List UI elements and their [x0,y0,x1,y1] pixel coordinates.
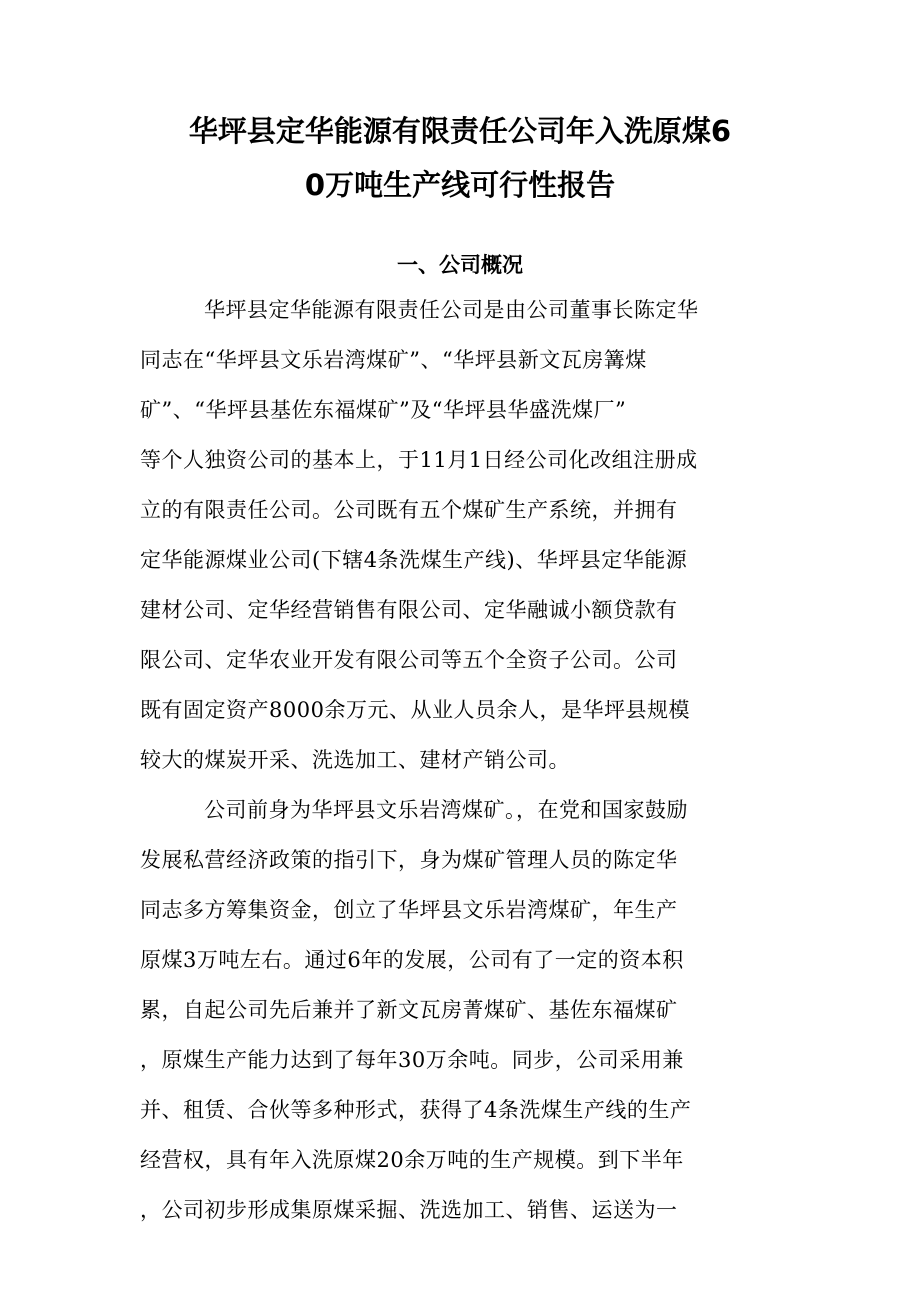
paragraph-line: 发展私营经济政策的指引下，身为煤矿管理人员的陈定华 [140,848,678,872]
paragraph-line: 较大的煤炭开采、洗选加工、建材产销公司。 [140,748,570,772]
paragraph-line: 立的有限责任公司。公司既有五个煤矿生产系统，并拥有 [140,498,678,522]
paragraph-line: 等个人独资公司的基本上，于11月1日经公司化改组注册成 [140,448,698,472]
paragraph-line: 经营权，具有年入洗原煤20余万吨的生产规模。到下半年 [140,1148,684,1172]
paragraph-line: 定华能源煤业公司(下辖4条洗煤生产线)、华坪县定华能源 [140,548,688,572]
paragraph-line: 同志在“华坪县文乐岩湾煤矿”、“华坪县新文瓦房篝煤 [140,348,647,372]
document-title-line-2: 0万吨生产线可行性报告 [304,168,616,202]
paragraph-line: 同志多方筹集资金，创立了华坪县文乐岩湾煤矿，年生产 [140,898,678,922]
paragraph-line: ，公司初步形成集原煤采掘、洗选加工、销售、运送为一 [140,1198,678,1222]
document-title-line-1: 华坪县定华能源有限责任公司年入洗原煤6 [188,114,732,148]
paragraph-line: 累，自起公司先后兼并了新文瓦房菁煤矿、基佐东福煤矿 [140,998,678,1022]
paragraph-line: 既有固定资产8000余万元、从业人员余人，是华坪县规模 [140,698,690,722]
paragraph-line: 公司前身为华坪县文乐岩湾煤矿。，在党和国家鼓励 [204,798,688,822]
section-heading: 一、公司概况 [397,253,523,277]
paragraph-line: 限公司、定华农业开发有限公司等五个全资子公司。公司 [140,648,678,672]
paragraph-line: 并、租赁、合伙等多种形式，获得了4条洗煤生产线的生产 [140,1098,692,1122]
paragraph-line: 矿”、“华坪县基佐东福煤矿”及“华坪县华盛洗煤厂” [140,398,627,422]
paragraph-line: ，原煤生产能力达到了每年30万余吨。同步，公司采用兼 [140,1048,684,1072]
paragraph-line: 建材公司、定华经营销售有限公司、定华融诚小额贷款有 [140,598,678,622]
paragraph-line: 华坪县定华能源有限责任公司是由公司董事长陈定华 [204,298,699,322]
paragraph-line: 原煤3万吨左右。通过6年的发展，公司有了一定的资本积 [140,948,684,972]
